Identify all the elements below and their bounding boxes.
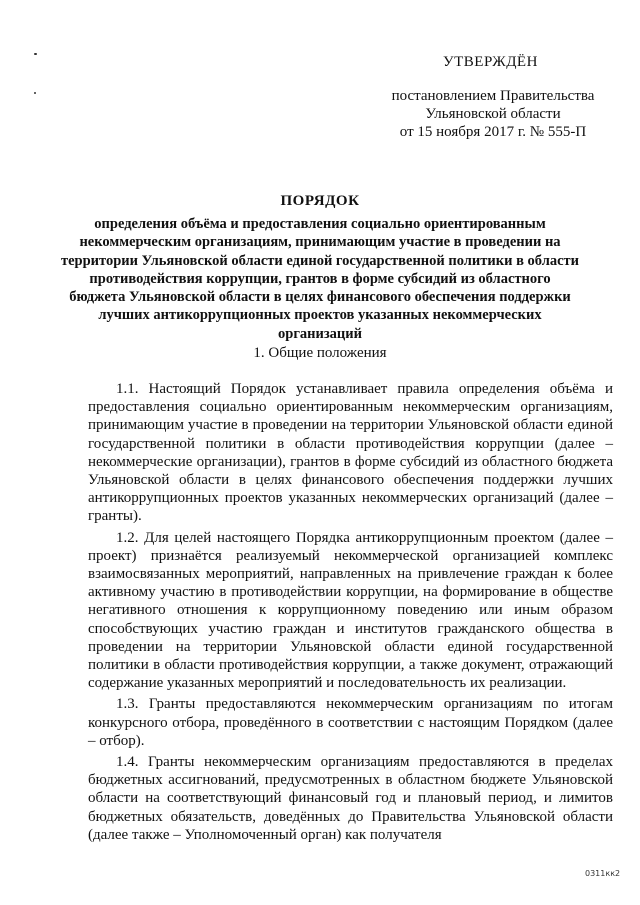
scan-speck — [34, 53, 37, 55]
section-heading: 1. Общие положения — [253, 345, 387, 361]
scan-speck — [34, 92, 36, 94]
document-subtitle: определения объёма и предоставления социально ориентированным некоммерческим организациям, принимающим участие в проведении на территории Ульяновской области единой государственной политики в области противодействия коррупции, грантов в форме субсидий из областного бюджета Ульяновской области в целях финансового обеспечения поддержки лучших антикоррупционных проектов указанных некоммерческих организаций — [60, 216, 579, 342]
document-body — [88, 380, 613, 847]
approval-resolution — [380, 87, 606, 141]
paragraph-1-4: 1.4. Гранты некоммерческим организациям предоставляются в пределах бюджетных ассигнований, предусмотренных в областном бюджете Ульяновской области на соответствующий финансовый год и плановый период, и лимитов бюджетных обязательств, доведённых до Правительства Ульяновской области (далее также – Уполномоченный орган) как получателя — [88, 754, 613, 843]
approval-line: постановлением Правительства — [391, 88, 595, 104]
approval-line: от 15 ноября 2017 г. № 555-П — [399, 124, 587, 140]
document-code: 0311кк2 — [585, 869, 621, 878]
approval-stamp: УТВЕРЖДЁН — [443, 54, 538, 70]
paragraph-1-3: 1.3. Гранты предоставляются некоммерческим организациям по итогам конкурсного отбора, проведённого в соответствии с настоящим Порядком (далее – отбор). — [88, 696, 613, 749]
paragraph-1-1: 1.1. Настоящий Порядок устанавливает правила определения объёма и предоставления социально ориентированным некоммерческим организациям, принимающим участие в проведении на территории Ульяновской области единой государственной политики в области противодействия коррупции (далее – некоммерческие организации), грантов в форме субсидий из областного бюджета Ульяновской области в целях финансового обеспечения поддержки лучших антикоррупционных проектов указанных некоммерческих организаций (далее – гранты). — [88, 381, 613, 525]
approval-line: Ульяновской области — [425, 106, 561, 122]
paragraph-1-2: 1.2. Для целей настоящего Порядка антикоррупционным проектом (далее – проект) признаётся реализуемый некоммерческой организацией комплекс взаимосвязанных мероприятий, направленных на привлечение граждан к более активному участию в противодействии коррупции, на формирование в обществе негативного отношения к коррупционному поведению или иным образом способствующих участию граждан и институтов гражданского общества в проведении на территории Ульяновской области единой государственной политики в области противодействия коррупции, а также документ, отражающий содержание указанных мероприятий и последовательность их реализации. — [88, 529, 613, 692]
document-title: ПОРЯДОК — [280, 193, 360, 209]
